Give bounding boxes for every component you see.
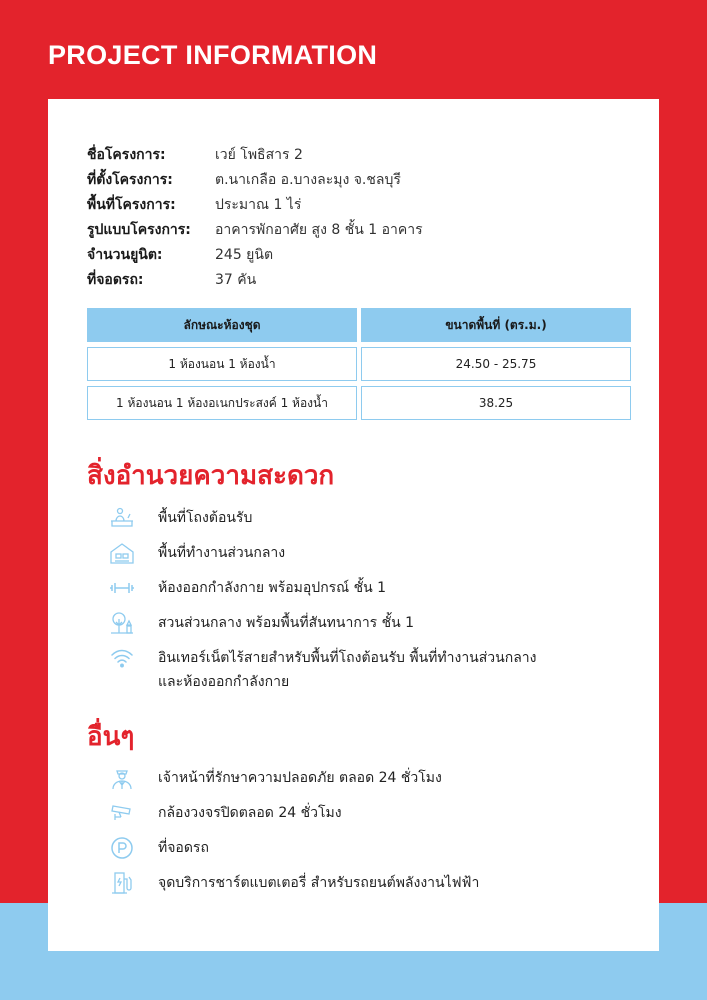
facilities-list (108, 506, 536, 705)
info-label: พื้นที่โครงการ: (87, 196, 176, 213)
reception-icon (108, 506, 136, 530)
info-label: ที่จอดรถ: (87, 271, 144, 288)
page-title: PROJECT INFORMATION (48, 40, 378, 70)
info-value: อาคารพักอาศัย สูง 8 ชั้น 1 อาคาร (215, 221, 423, 238)
facility-text-block (158, 646, 536, 694)
table-cell: 1 ห้องนอน 1 ห้องน้ำ (87, 347, 357, 381)
list-item (108, 766, 479, 790)
others-list (108, 766, 479, 906)
info-label: ที่ตั้งโครงการ: (87, 171, 173, 188)
cctv-icon (108, 801, 136, 825)
info-value: เวย์ โพธิสาร 2 (215, 146, 303, 163)
table-header-cell: ลักษณะห้องชุด (87, 308, 357, 342)
info-value: 245 ยูนิต (215, 246, 274, 263)
list-item (108, 836, 479, 860)
facility-text: สวนส่วนกลาง พร้อมพื้นที่สันทนาการ ชั้น 1 (158, 615, 415, 631)
list-item (108, 646, 536, 694)
info-row-area (87, 192, 423, 217)
info-row-units (87, 242, 423, 267)
info-value: ต.นาเกลือ อ.บางละมุง จ.ชลบุรี (215, 171, 401, 188)
wifi-icon (108, 646, 136, 670)
facility-text: พื้นที่ทำงานส่วนกลาง (158, 545, 286, 561)
unit-size-table (87, 308, 631, 425)
list-item (108, 576, 536, 600)
garden-icon (108, 611, 136, 635)
facility-text-line2: และห้องออกกำลังกาย (158, 674, 290, 690)
other-text: ที่จอดรถ (158, 840, 209, 856)
info-value: ประมาณ 1 ไร่ (215, 196, 302, 213)
ev-charger-icon (108, 871, 136, 895)
dumbbell-icon (108, 576, 136, 600)
table-row (87, 386, 631, 420)
info-label: ชื่อโครงการ: (87, 146, 166, 163)
info-row-name (87, 142, 423, 167)
security-guard-icon (108, 766, 136, 790)
list-item (108, 541, 536, 565)
other-text: เจ้าหน้าที่รักษาความปลอดภัย ตลอด 24 ชั่วโมง (158, 770, 442, 786)
facility-text: พื้นที่โถงต้อนรับ (158, 510, 253, 526)
parking-icon (108, 836, 136, 860)
info-card (48, 99, 659, 951)
table-row (87, 347, 631, 381)
table-cell: 24.50 - 25.75 (361, 347, 631, 381)
facility-text: อินเทอร์เน็ตไร้สายสำหรับพื้นที่โถงต้อนรับ พื้นที่ทำงานส่วนกลาง (158, 650, 537, 666)
info-row-type (87, 217, 423, 242)
info-value: 37 คัน (215, 271, 257, 288)
info-row-parking (87, 267, 423, 292)
table-header-cell: ขนาดพื้นที่ (ตร.ม.) (361, 308, 631, 342)
info-row-location (87, 167, 423, 192)
project-info-list (87, 142, 423, 292)
other-text: กล้องวงจรปิดตลอด 24 ชั่วโมง (158, 805, 342, 821)
list-item (108, 611, 536, 635)
table-cell: 1 ห้องนอน 1 ห้องอเนกประสงค์ 1 ห้องน้ำ (87, 386, 357, 420)
info-label: รูปแบบโครงการ: (87, 221, 191, 238)
list-item (108, 871, 479, 895)
other-text: จุดบริการชาร์ตแบตเตอรี่ สำหรับรถยนต์พลังงานไฟฟ้า (158, 875, 480, 891)
facility-text: ห้องออกกำลังกาย พร้อมอุปกรณ์ ชั้น 1 (158, 580, 387, 596)
list-item (108, 801, 479, 825)
coworking-icon (108, 541, 136, 565)
info-label: จำนวนยูนิต: (87, 246, 163, 263)
list-item (108, 506, 536, 530)
table-cell: 38.25 (361, 386, 631, 420)
others-heading: อื่นๆ (87, 722, 135, 752)
table-header-row (87, 308, 631, 342)
facilities-heading: สิ่งอำนวยความสะดวก (87, 461, 335, 491)
